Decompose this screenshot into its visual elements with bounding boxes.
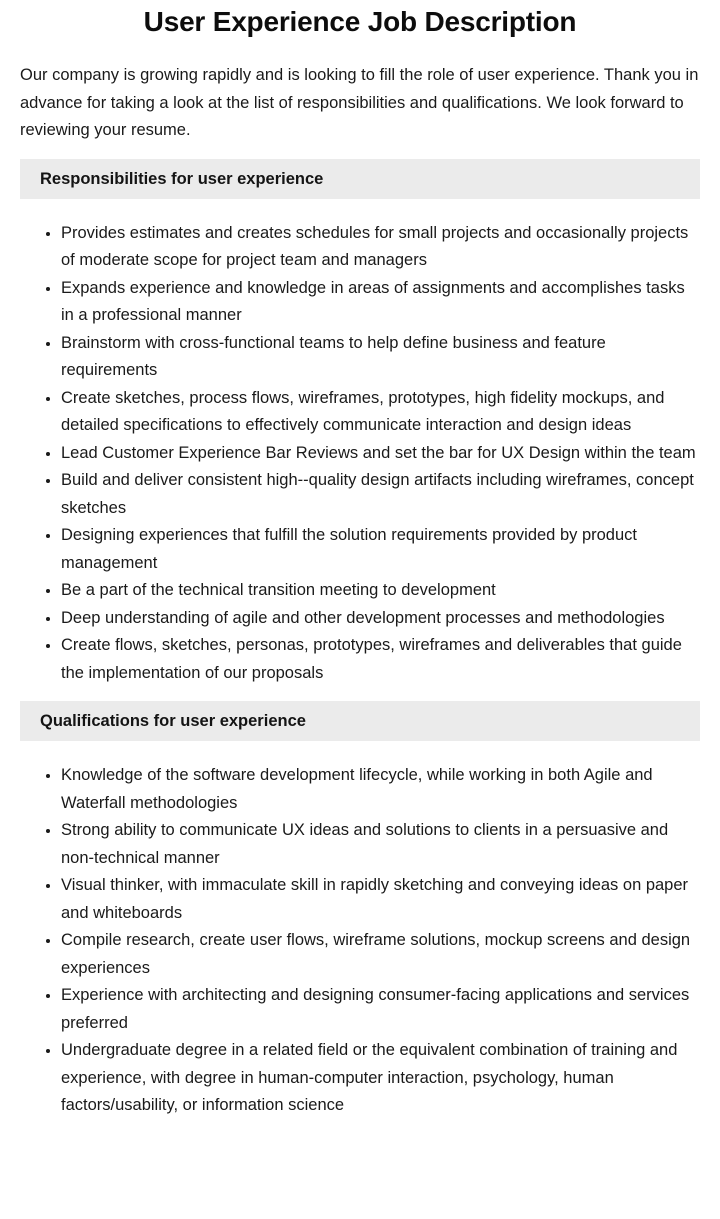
list-item: • Lead Customer Experience Bar Reviews and set the bar for UX Design within the team [61,440,700,468]
list-item: • Knowledge of the software development lifecycle, while working in both Agile and Waterfall methodologies [61,762,700,817]
list-item: • Brainstorm with cross-functional teams to help define business and feature requirements [61,330,700,385]
qualifications-list [20,741,700,1120]
list-item: • Visual thinker, with immaculate skill in rapidly sketching and conveying ideas on paper and whiteboards [61,872,700,927]
section-qualifications [20,701,700,1120]
list-item: • Designing experiences that fulfill the solution requirements provided by product management [61,522,700,577]
list-item: • Deep understanding of agile and other development processes and methodologies [61,605,700,633]
list-item: • Be a part of the technical transition meeting to development [61,577,700,605]
responsibilities-heading: Responsibilities for user experience [20,159,700,199]
list-item: • Create sketches, process flows, wireframes, prototypes, high fidelity mockups, and detailed specifications to effectively communicate interaction and design ideas [61,385,700,440]
page-title: User Experience Job Description [143,6,577,37]
list-item: • Experience with architecting and designing consumer-facing applications and services preferred [61,982,700,1037]
list-item: • Undergraduate degree in a related field or the equivalent combination of training and experience, with degree in human-computer interaction, psychology, human factors/usability, or information science [61,1037,700,1120]
list-item: • Expands experience and knowledge in areas of assignments and accomplishes tasks in a professional manner [61,275,700,330]
responsibilities-list [20,199,700,688]
list-item: • Strong ability to communicate UX ideas and solutions to clients in a persuasive and non-technical manner [61,817,700,872]
list-item: • Provides estimates and creates schedules for small projects and occasionally projects of moderate scope for project team and managers [61,220,700,275]
qualifications-heading: Qualifications for user experience [20,701,700,741]
list-item: • Compile research, create user flows, wireframe solutions, mockup screens and design experiences [61,927,700,982]
section-responsibilities [20,159,700,688]
intro-paragraph: Our company is growing rapidly and is looking to fill the role of user experience. Thank you in advance for taking a look at the list of responsibilities and qualifications. We look forward to reviewing your resume. [20,66,699,139]
list-item: • Build and deliver consistent high--quality design artifacts including wireframes, concept sketches [61,467,700,522]
list-item: • Create flows, sketches, personas, prototypes, wireframes and deliverables that guide the implementation of our proposals [61,632,700,687]
